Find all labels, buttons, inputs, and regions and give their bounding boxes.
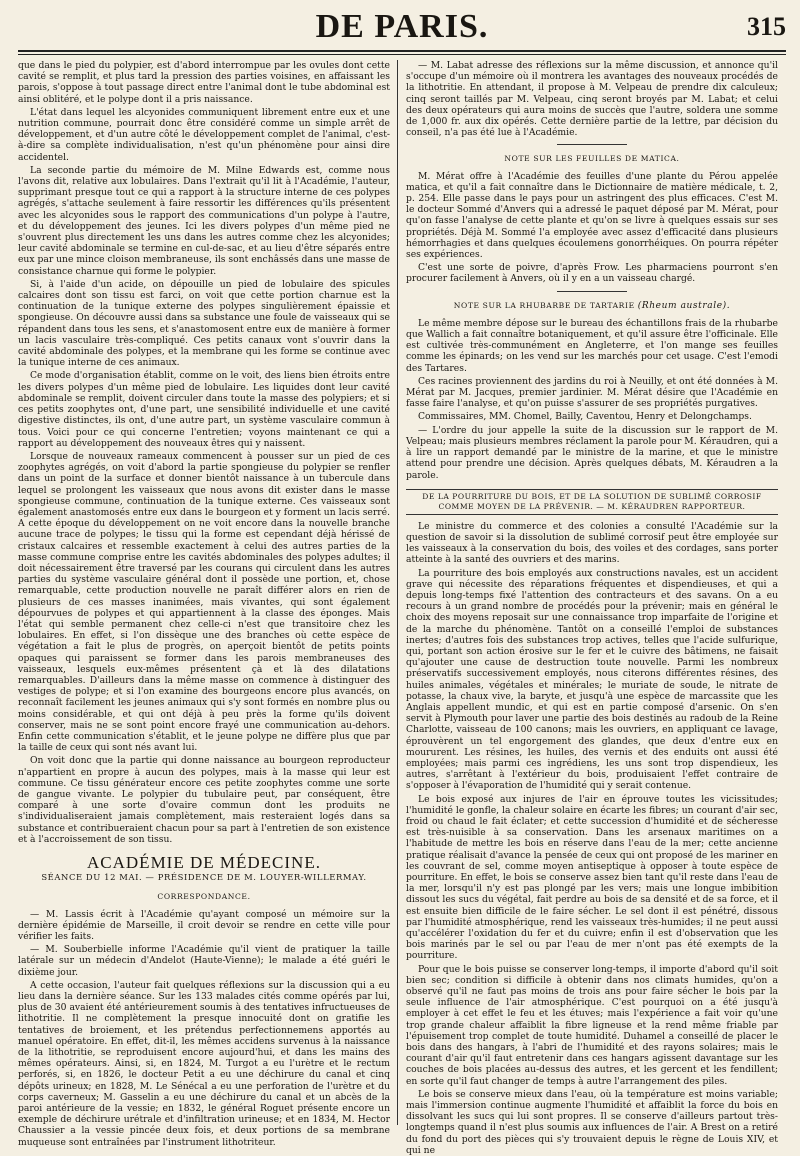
column-divider: [397, 60, 398, 1125]
pourriture-heading: DE LA POURRITURE DU BOIS, ET DE LA SOLUTION DE SUBLIMÉ CORROSIF COMME MOYEN DE LA PRÉVENIR. — M. KÉRAUDREN RAPPORTEUR.: [406, 489, 778, 515]
matica-heading: NOTE SUR LES FEUILLES DE MATICA.: [504, 154, 680, 164]
academie-paragraph: — M. Lassis écrit à l'Académie qu'ayant composé un mémoire sur la dernière épidémie de Marseille, il croit devoir se rendre en cette ville pour vérifier les faits.: [18, 908, 390, 943]
section-divider: [557, 144, 627, 145]
article-paragraph: L'état dans lequel les alcyonides communiquent librement entre eux et une nutrition commune, pourrait donc être considéré comme un simple arrêt de développement, et d'un autre côté le développement complet de l'animal, c'est-à-dire sa complète individualisation, n'est qu'un phénomène pour ainsi dire accidentel.: [18, 106, 390, 163]
page-number: 315: [747, 12, 786, 41]
pourriture-paragraph: Le bois exposé aux injures de l'air en éprouve toutes les vicissitudes; l'humidité le gonfle, la chaleur solaire en écarte les fibres; un courant d'air sec, froid ou chaud le fait éclater; et cette succession d'humidité et de sécheresse est très-nuisible à sa conservation. Dans les arsenaux maritimes on a l'habitude de mettre les bois en réserve dans l'eau de la mer; cette ancienne pratique réalisait d'avance la pensée de ceux qui ont proposé de les mariner en les couvrant de sel, comme moyen antiseptique à opposer à toute espèce de pourriture. En effet, le bois se conserve assez bien tant qu'il reste dans l'eau de la mer, lorsqu'il n'y est pas plongé par les vers; mais une longue imbibition dissout les sucs du végétal, fait perdre au bois de sa densité et de sa force, et il est ensuite bien difficile de le faire sécher. Le sel dont il est pénétré, dissous par l'humidité atmosphérique, rend les vaisseaux très-humides; il ne peut aussi qu'accélérer l'oxidation du fer et du cuivre; enfin il est d'observation que les bois marinés par le sel ou par l'eau de mer n'ont pas été exempts de la pourriture.: [406, 793, 778, 962]
matica-paragraph: M. Mérat offre à l'Académie des feuilles d'une plante du Pérou appelée matica, et qu'il a fait connaître dans le Dictionnaire de matière médicale, t. 2, p. 254. Elle passe dans le pays pour un astringent des plus efficaces. C'est M. le docteur Sommé d'Anvers qui a adressé le paquet déposé par M. Mérat, pour qu'on fasse l'analyse de cette plante et qu'on se livre à quelques essais sur ses propriétés. Déjà M. Sommé l'a employée avec assez d'efficacité dans plusieurs hémorrhagies et dans quelques écoulemens gonorrhéiques. On pourra répéter ses expériences.: [406, 170, 778, 261]
article-paragraph: On voit donc que la partie qui donne naissance au bourgeon reproducteur n'appartient en propre à aucun des polypes, mais à la masse qui leur est commune. Ce tissu générateur encore ces petite zoophytes comme une sorte de gangue vivante. Le polypier du tubulaire peut, par conséquent, être comparé à une sorte d'ovaire commun dont les produits ne s'individualiseraient jamais complètement, mais resteraient logés dans sa substance et contribueraient chacun pour sa part à l'entretien de son existence et à l'accroissement de son tissu.: [18, 755, 390, 845]
masthead: [18, 6, 786, 54]
article-paragraph: Ce mode d'organisation établit, comme on le voit, des liens bien étroits entre les divers polypes d'un même pied de lobulaire. Les liquides dont leur cavité abdominale se remplit, doivent circuler dans toute la masse des polypiers; et si ces petits zoophytes ont, d'une part, une sensibilité individuelle et une cavité digestive distinctes, ils ont, d'une autre part, un système vasculaire commun à tous. Voici pour ce qui concerne l'entretien; voyons maintenant ce qui a rapport au développement des nouveaux êtres qui y naissent.: [18, 370, 390, 449]
rhubarbe-heading-latin: (Rheum australe).: [637, 300, 731, 311]
rhubarbe-paragraph: — L'ordre du jour appelle la suite de la discussion sur le rapport de M. Velpeau; mais plusieurs membres réclament la parole pour M. Kéraudren, qui a à lire un rapport demandé par le ministre de la marine, et que le ministre attend pour prendre une décision. Après quelques débats, M. Kéraudren a la parole.: [406, 424, 778, 481]
masthead-rule-thick: [18, 50, 786, 52]
article-paragraph: que dans le pied du polypier, est d'abord interrompue par les ovules dont cette cavité se remplit, et plus tard la pression des parties voisines, en affaissant les parois, s'oppose à tout passage direct entre l'animal dont le tube abdominal est ainsi oblitéré, et le polype dont il a pris naissance.: [18, 60, 390, 105]
session-line: SÉANCE DU 12 MAI. — PRÉSIDENCE DE M. LOUYER-WILLERMAY.: [41, 872, 367, 883]
rhubarbe-paragraph: Commissaires, MM. Chomel, Bailly, Caventou, Henry et Delongchamps.: [418, 411, 752, 423]
correspondance-heading: CORRESPONDANCE.: [157, 892, 251, 902]
article-paragraph: La seconde partie du mémoire de M. Milne Edwards est, comme nous l'avons dit, relative aux lobulaires. Dans l'extrait qu'il lit à l'Académie, l'auteur, supprimant presque tout ce qui a rapport à la structure interne de ces polypes agrégés, s'attache seulement à faire ressortir les différences qu'ils présentent avec les alcyonides sous le rapport des communications d'un polype à l'autre, et du développement des jeunes. Ici les divers polypes d'un même pied ne s'ouvrent plus directement les uns dans les autres comme chez les alcyonides; leur cavité abdominale se termine en cul-de-sac, et au lieu d'être séparés entre eux par une mince cloison membraneuse, ils sont enchâssés dans une masse de consistance charnue qui forme le polypier.: [18, 164, 390, 277]
article-paragraph: Si, à l'aide d'un acide, on dépouille un pied de lobulaire des spicules calcaires dont son tissu est farci, on voit que cette portion charnue est la continuation de la tunique externe des polypes singulièrement épaissie et spongieuse. On découvre aussi dans sa substance une foule de vaisseaux qui se répandent dans tous les sens, et s'anastomosent entre eux de manière à former un lacis vasculaire très-compliqué. Ces petits canaux vont s'ouvrir dans la cavité abdominale des polypes, et la membrane qui les forme se continue avec la tunique interne de ces animaux.: [18, 278, 390, 369]
intro-paragraph: — M. Labat adresse des réflexions sur la même discussion, et annonce qu'il s'occupe d'un mémoire où il montrera les avantages des nouveaux procédés de la lithotritie. En attendant, il propose à M. Velpeau de prendre dix calculeux; cinq seront taillés par M. Velpeau, cinq seront broyés par M. Labat; et celui des deux opérateurs qui aura moins de succès que l'autre, soldera une somme de 1,000 fr. aux dix opérés. Cette dernière partie de la lettre, par décision du conseil, n'a pas été lue à l'Académie.: [406, 60, 778, 139]
pourriture-paragraph: Le bois se conserve mieux dans l'eau, où la température est moins variable; mais l'immersion continue augmente l'humidité et affaiblit la force du bois en dissolvant les sucs qui lui sont propres. Il se conserve d'ailleurs partout très-longtemps quand il n'est plus soumis aux influences de l'air. A Brest on a retiré du fond du port des pièces qui s'y trouvaient depuis le règne de Louis XIV, et qui ne: [406, 1088, 778, 1156]
pourriture-paragraph: La pourriture des bois employés aux constructions navales, est un accident grave qui nécessite des réparations fréquentes et dispendieuses, et qui a depuis long-temps fixé l'attention des contracteurs et des savans. On a eu recours à un grand nombre de procédés pour la prévenir; mais en général le choix des moyens reposait sur une connaissance trop imparfaite de l'origine et de la marche du phénomène. Tantôt on a conseillé l'emploi de substances inertes; d'autres fois des substances trop actives, telles que l'acide sulfurique, qui, portant son action érosive sur le fer et le cuivre des bâtimens, ne faisait qu'ajouter une cause de destruction toute nouvelle. Parmi les nombreux préservatifs successivement employés, nous citerons différentes résines, des huiles animales, végétales et minérales; le muriate de soude, le nitrate de potasse, la chaux vive, la baryte, et jusqu'à une espèce de marcassite que les Anglais appellent mundic, et qui est en partie composé d'arsenic. On s'en servit à Plymouth pour laver une partie des bois destinés au radoub de la Reine Charlotte, vaisseau de 100 canons; mais les ouvriers, en appliquant ce lavage, éprouvèrent un tel engorgement des glandes, que deux d'entre eux en moururent. Les résines, les huiles, des vernis et des enduits ont aussi été employées; mais parmi ces ingrédiens, les uns sont trop dispendieux, les autres, s'arrêtant à l'extérieur du bois, produisaient l'effet contraire de s'opposer à l'évaporation de l'humidité qui y serait contenue.: [406, 567, 778, 792]
academie-paragraph: — M. Souberbielle informe l'Académie qu'il vient de pratiquer la taille latérale sur un médecin d'Andelot (Haute-Vienne); le malade a été guéri le dixième jour.: [18, 944, 390, 978]
rhubarbe-heading-text: NOTE SUR LA RHUBARBE DE TARTARIE: [453, 300, 635, 310]
right-column: [406, 60, 778, 1156]
section-title-academie: ACADÉMIE DE MÉDECINE.: [87, 853, 321, 873]
pourriture-paragraph: Pour que le bois puisse se conserver long-temps, il importe d'abord qu'il soit bien sec; condition si difficile à obtenir dans nos climats humides, qu'on a observé qu'il ne faut pas moins de trois ans pour faire sécher le bois par la seule influence de l'air atmosphérique. C'est pourquoi on a été jusqu'à employer à cet effet le feu et les étuves; mais l'expérience a fait voir qu'une trop grande chaleur affaiblit la fibre ligneuse et la rend même friable par l'épuisement trop complet de toute humidité. Duhamel a conseillé de placer le bois dans des hangars, à l'abri de l'humidité et des rayons solaires; mais le courant d'air qu'il faut entretenir dans ces hangars agissent davantage sur les couches de bois placées au-dessus des autres, et les gercent et les fendillent; en sorte qu'il faut changer de temps à autre l'arrangement des piles.: [406, 963, 778, 1087]
pourriture-paragraph: Le ministre du commerce et des colonies a consulté l'Académie sur la question de savoir si la dissolution de sublimé corrosif peut être employée sur les vaisseaux à la conservation du bois, des voiles et des cordages, sans porter atteinte à la santé des ouvriers et des marins.: [406, 520, 778, 566]
masthead-rule-thin: [18, 54, 786, 55]
article-paragraph: Lorsque de nouveaux rameaux commencent à pousser sur un pied de ces zoophytes agrégés, on voit d'abord la partie spongieuse du polypier se renfler dans un point de la surface et donner bientôt naissance à un tubercule dans lequel se prolongent les vaisseaux que nous avons dit exister dans le masse spongieuse commune, continuation de la tunique externe. Ces vaisseaux sont également anastomosés entre eux dans le bourgeon et y forment un lacis serré. A cette époque du développement on ne voit encore dans la nouvelle branche aucune trace de polypes; le tissu qui la forme est cependant déjà hérissé de cristaux calcaires et ressemble exactement à celui des autres parties de la masse commune comprise entre les cavités abdominales des polypes adultes; il doit nécessairement être traversé par les courans qui circulent dans les autres parties du système vasculaire général dont il possède une portion, et, chose remarquable, cette production nouvelle ne paraît différer alors en rien de plusieurs de ces masses inanimées, mais vivantes, qui sont également dépourvues de polypes et qui appartiennent à la classe des éponges. Mais l'état qui semble permanent chez celle-ci n'est que transitoire chez les lobulaires. En effet, si l'on dissèque une des branches où cette espèce de végétation a fait le plus de progrès, on aperçoit bientôt de petits points opaques qui paraissent se former dans les parois membraneuses des vaisseaux, lesquels eux-mêmes présentent çà et là des dilatations remarquables. D'ailleurs dans la même masse on commence à distinguer des vestiges de polype; et si l'on examine des bourgeons encore plus avancés, on reconnaît facilement les jeunes animaux qui s'y sont formés en nombre plus ou moins considérable, et qui ont déjà à peu près la forme qu'ils doivent conserver, mais ne se sont point encore frayé une communication au-dehors. Enfin cette communication s'établit, et le jeune polype ne diffère plus que par la taille de ceux qui sont nés avant lui.: [18, 450, 390, 754]
left-column: [18, 60, 390, 1148]
rhubarbe-paragraph: Le même membre dépose sur le bureau des échantillons frais de la rhubarbe que Wallich a fait connaître botaniquement, et qu'il assure être l'officinale. Elle est cultivée très-communément en Angleterre, et l'on mange ses feuilles comme les épinards; on les vend sur les marchés pour cet usage. C'est l'emodi des Tartares.: [406, 317, 778, 374]
newspaper-title: DE PARIS.: [315, 8, 489, 45]
academie-paragraph: A cette occasion, l'auteur fait quelques réflexions sur la discussion qui a eu lieu dans la dernière séance. Sur les 133 malades cités comme opérés par lui, plus de 30 avaient été antérieurement soumis à des tentatives infructueuses de lithotritie. Il ne complètement la presque innocuité dont on gratifie les tentatives de broiement, et les prétendus perfectionnemens apportés au manuel opératoire. En effet, dit-il, les mêmes accidens survenus à la naissance de la lithotritie, se reproduisent encore aujourd'hui, et dans les mains des mêmes opérateurs. Ainsi, si, en 1824, M. Turgot a eu l'urètre et le rectum perforés, si, en 1826, le docteur Petit a eu une déchirure du canal et cinq dépôts urineux; en 1828, M. Le Sénécal a eu une perforation de l'urètre et du corps caverneux; M. Gasselin a eu une déchirure du canal et un abcès de la paroi antérieure de la vessie; en 1832, le général Roguet présente encore un exemple de déchirure urétrale et d'infiltration urineuse; et en 1834, M. Hector Chaussier a la vessie pincée deux fois, et deux portions de sa membrane muqueuse sont entraînées par l'instrument lithotriteur.: [18, 979, 390, 1148]
section-divider: [557, 291, 627, 292]
matica-paragraph: C'est une sorte de poivre, d'après Frow. Les pharmaciens pourront s'en procurer facilement à Anvers, où il y en a un vaisseau chargé.: [406, 262, 778, 285]
rhubarbe-paragraph: Ces racines proviennent des jardins du roi à Neuilly, et ont été données à M. Mérat par M. Jacques, premier jardinier. M. Mérat désire que l'Académie en fasse faire l'analyse, et qu'on puisse s'assurer de ses propriétés purgatives.: [406, 375, 778, 410]
rhubarbe-heading: [406, 300, 778, 312]
